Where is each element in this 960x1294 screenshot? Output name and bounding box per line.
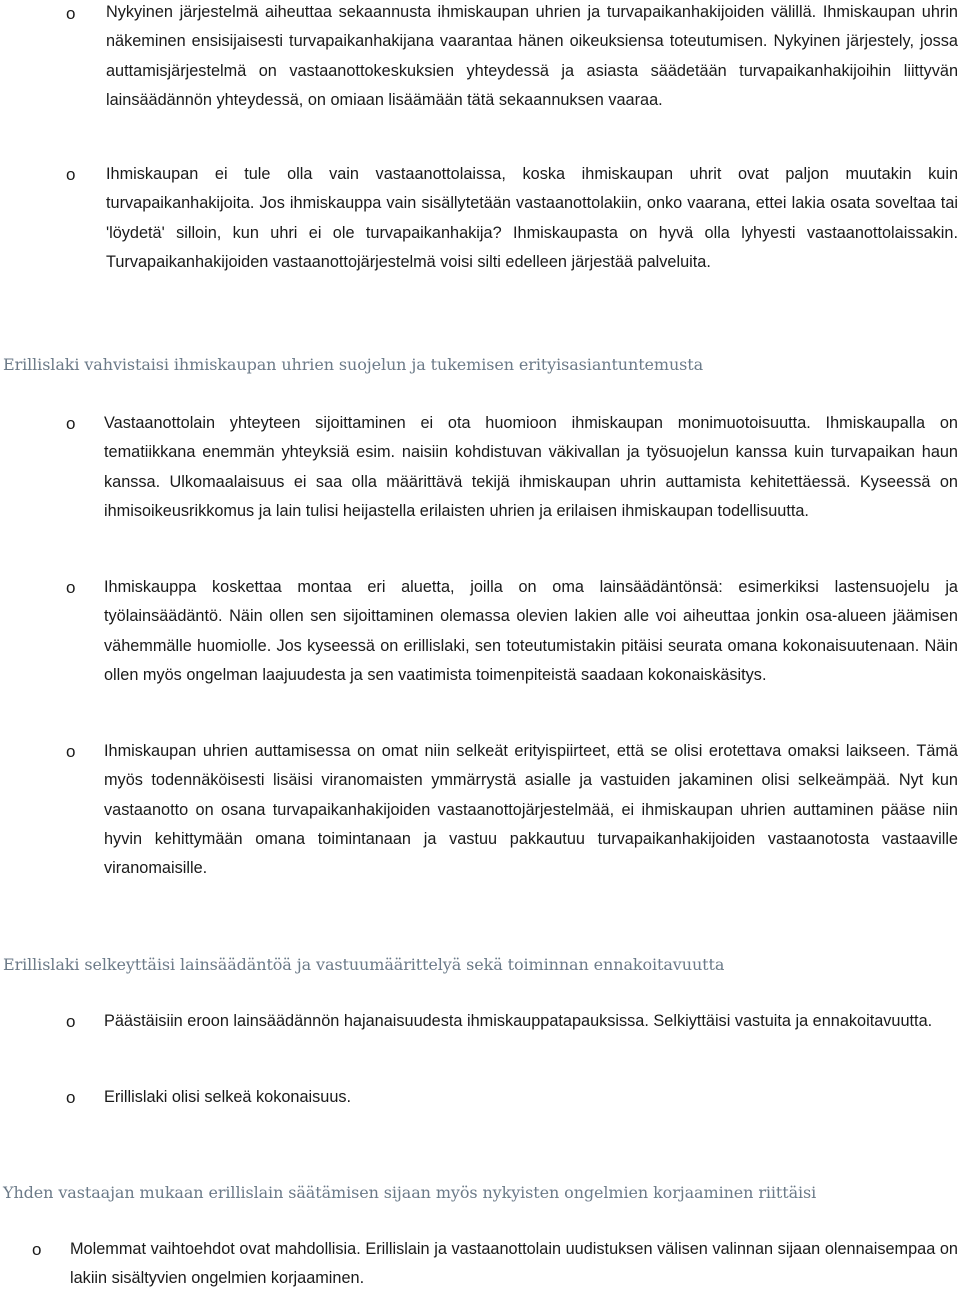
bullet-text: Nykyinen järjestelmä aiheuttaa sekaannusta ihmiskaupan uhrien ja turvapaikanhakijoiden välillä. Ihmiskaupan uhrin näkeminen ensisijaisesti turvapaikanhakijana vaarantaa hänen oikeuksiensa toteutumisen. Nykyinen järjestely, jossa auttamisjärjestelmä on vastaanottokeskuksien yhteydessä ja asiasta säädetään turvapaikanhakijoihin liittyvän lainsäädännön yhteydessä, on omiaan lisäämään tätä sekaannuksen vaaraa. [106,3,958,109]
bullet-text: Päästäisiin eroon lainsäädännön hajanaisuudesta ihmiskauppatapauksissa. Selkiyttäisi vastuita ja ennakoitavuutta. [104,1012,933,1030]
section-heading: Erillislaki vahvistaisi ihmiskaupan uhrien suojelun ja tukemisen erityisasiantuntemusta [3,355,704,374]
bullet-text: Ihmiskauppa koskettaa montaa eri aluetta, joilla on oma lainsäädäntönsä: esimerkiksi lastensuojelu ja työlainsäädäntö. Näin ollen sen sijoittaminen olemassa olevien lakien alle voi aiheuttaa jonkin osa-alueen jäämisen vähemmälle huomiolle. Jos kyseessä on erillislaki, sen toteutumistakin pitäisi seurata omana kokonaisuutenaan. Näin ollen myös ongelman laajuudesta ja sen vaatimista toimenpiteistä saadaan kokonaiskäsitys. [104,578,958,684]
bullet-text: Erillislaki olisi selkeä kokonaisuus. [104,1088,352,1106]
bullet-marker: o [66,1088,76,1107]
bullet-marker: o [66,414,76,433]
bullet-marker: o [66,4,76,23]
bullet-marker: o [66,1012,76,1031]
bullet-text: Vastaanottolain yhteyteen sijoittaminen ei ota huomioon ihmiskaupan monimuotoisuutta. Ihmiskaupalla on tematiikkana enemmän yhteyksiä esim. naisiin kohdistuvan väkivallan ja työsuojelun kanssa kuin turvapaikan haun kanssa. Ulkomaalaisuus ei saa olla määrittävä tekijä ihmiskaupan uhrin auttamista kehitettäessä. Kyseessä on ihmisoikeusrikkomus ja lain tulisi heijastella erilaisten uhrien ja erilaisen ihmiskaupan todellisuutta. [104,414,958,520]
bullet-text: Ihmiskaupan ei tule olla vain vastaanottolaissa, koska ihmiskaupan uhrit ovat paljon muutakin kuin turvapaikanhakijoita. Jos ihmiskauppa vain sisällytetään vastaanottolakiin, onko vaarana, ettei lakia osata soveltaa tai 'löydetä' silloin, kun uhri ei ole turvapaikanhakija? Ihmiskaupasta on hyvä olla lyhyesti vastaanottolaissakin. Turvapaikanhakijoiden vastaanottojärjestelmä voisi silti edelleen järjestää palveluita. [106,165,958,271]
bullet-text: Molemmat vaihtoehdot ovat mahdollisia. Erillislain ja vastaanottolain uudistuksen välisen valinnan sijaan olennaisempaa on lakiin sisältyvien ongelmien korjaaminen. [70,1240,958,1288]
section-heading: Yhden vastaajan mukaan erillislain säätämisen sijaan myös nykyisten ongelmien korjaaminen riittäisi [3,1183,817,1202]
bullet-marker: o [66,578,76,597]
section-heading: Erillislaki selkeyttäisi lainsäädäntöä ja vastuumäärittelyä sekä toiminnan ennakoitavuutta [3,955,725,974]
bullet-marker: o [32,1240,42,1259]
bullet-text: Ihmiskaupan uhrien auttamisessa on omat niin selkeät erityispiirteet, että se olisi erotettava omaksi laikseen. Tämä myös todennäköisesti lisäisi viranomaisten ymmärrystä asialle ja vastuiden jakaminen olisi selkeämpää. Nyt kun vastaanotto on osana turvapaikanhakijoiden vastaanottojärjestelmää, ei ihmiskaupan uhrien auttaminen pääse niin hyvin kehittymään omana toimintanaan ja vastuu pakkautuu turvapaikanhakijoiden vastaanotosta vastaaville viranomaisille. [104,742,958,878]
bullet-marker: o [66,165,76,184]
bullet-marker: o [66,742,76,761]
